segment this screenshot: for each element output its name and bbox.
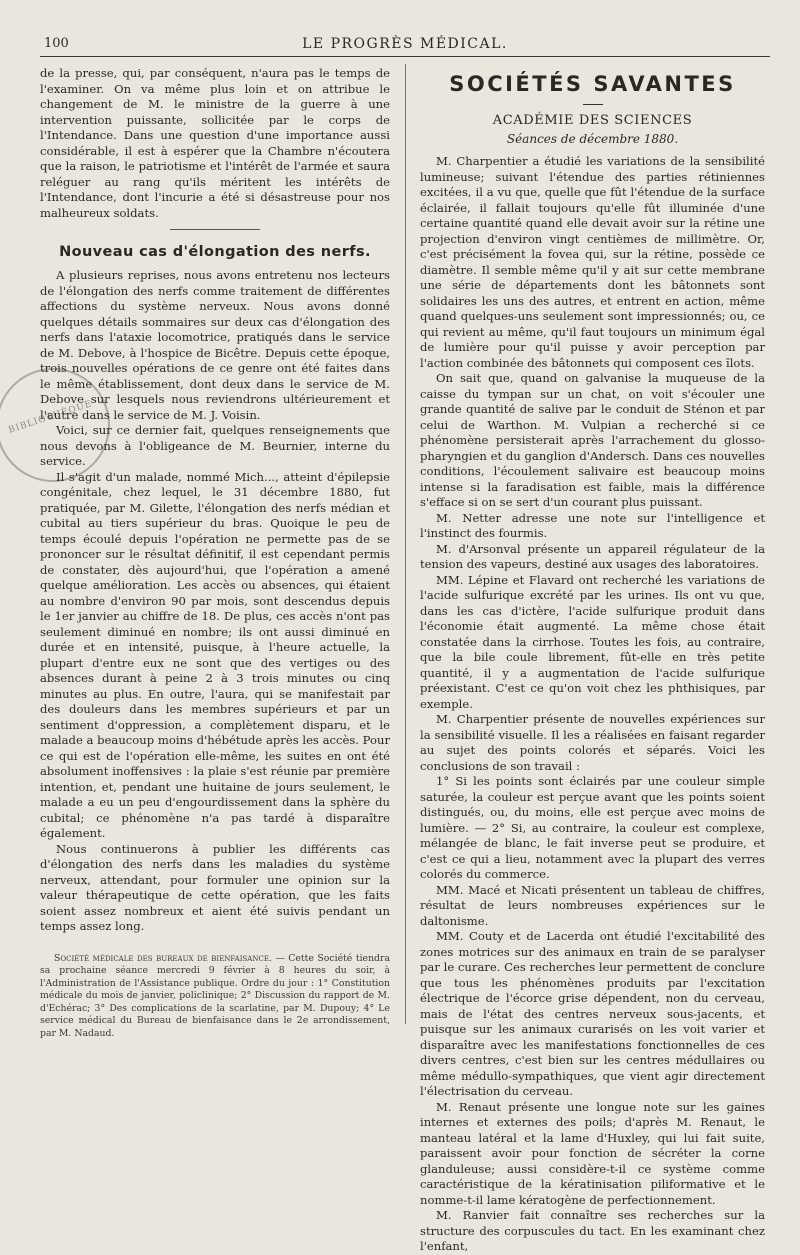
academy-heading: ACADÉMIE DES SCIENCES	[492, 113, 693, 128]
report-paragraph: M. Ranvier fait connaître ses recherches sur la structure des corpuscules du tact. En les examinant chez l'enfant,	[420, 1208, 765, 1253]
intro-paragraph: de la presse, qui, par conséquent, n'aura pas le temps de l'examiner. On va même plus loin et on attribue le changement de M. le ministre de la guerre à une intervention puissante, sollicitée par le corps de l'Intendance. Dans une question d'une importance aussi considérable, il est à espérer que la Chambre n'écoutera que la raison, le patriotisme et l'intérêt de l'armée et saura reléguer au rang qu'ils méritent les intérêts de l'Intendance, dont l'incurie a été si désastreuse pour nos malheureux soldats.	[40, 66, 390, 220]
report-paragraph: M. Charpentier présente de nouvelles expériences sur la sensibilité visuelle. Il les a réalisées en faisant regarder au sujet des points colorés et séparés. Voici les conclusions de son travail :	[420, 712, 765, 773]
article-paragraph: Il s'agit d'un malade, nommé Mich..., atteint d'épilepsie congénitale, chez lequel, le 31 décembre 1880, fut pratiquée, par M. Gilette, l'élongation des nerfs médian et cubital au tiers supérieur du bras. Quoique le peu de temps écoulé depuis l'opération ne permette pas de se prononcer sur le résultat définitif, il est cependant permis de constater, dès aujourd'hui, que l'opération a amené quelque amélioration. Les accès ou absences, qui étaient au nombre d'environ 90 par mois, sont descendus depuis le 1er janvier au chiffre de 18. De plus, ces accès n'ont pas seulement diminué en nombre; ils ont aussi diminué en durée et en intensité, puisque, à l'heure actuelle, la plupart d'entre eux ne sont que des vertiges ou des absences durant à peine 2 à 3 trois minutes ou cinq minutes au plus. En outre, l'aura, qui se manifestait par des douleurs dans les membres supérieurs et par un sentiment d'oppression, a complètement disparu, et le malade a beaucoup moins d'hébétude après les accès. Pour ce qui est de l'opération elle-même, les suites en ont été absolument inoffensives : la plaie s'est réunie par première intention, et, pendant une huitaine de jours seulement, le malade a eu un peu d'engourdissement dans la sphère du cubital; ce phénomène n'a pas tardé à disparaître également.	[40, 469, 390, 840]
article-paragraph: A plusieurs reprises, nous avons entretenu nos lecteurs de l'élongation des nerfs comme traitement de différentes affections du système nerveux. Nous avons donné quelques détails sommaires sur deux cas d'élongation des nerfs dans l'ataxie locomotrice, pratiqués dans le service de M. Debove, à l'hospice de Bicêtre. Depuis cette époque, trois nouvelles opérations de ce genre ont été faites dans le même établissement, dont deux dans le service de M. Debove sur lesquels nous reviendrons ultérieurement et l'autre dans le service de M. J. Voisin.	[40, 268, 390, 422]
section-heading: SOCIÉTÉS SAVANTES	[449, 72, 736, 96]
running-header	[40, 30, 770, 57]
article-paragraph: Nous continuerons à publier les différents cas d'élongation des nerfs dans les maladies du système nerveux, attendant, pour formuler une opinion sur la valeur thérapeutique de cette opération, que les faits soient assez nombreux et aient été suivis pendant un temps assez long.	[40, 841, 390, 933]
report-paragraph: 1° Si les points sont éclairés par une couleur simple saturée, la couleur est perçue avant que les points soient distingués, ou, du moins, elle est perçue avec moins de lumière. — 2° Si, au contraire, la couleur est complexe, mélangée de blanc, le fait inverse peut se produire, et c'est ce qui a lieu, notamment avec la plupart des verres colorés du commerce.	[420, 774, 765, 881]
left-column	[40, 66, 390, 1040]
report-paragraph: M. d'Arsonval présente un appareil régulateur de la tension des vapeurs, destiné aux usages des laboratoires.	[420, 541, 765, 571]
notice-heading: Société médicale des bureaux de bienfaisance.	[54, 952, 272, 964]
report-paragraph: MM. Macé et Nicati présentent un tableau de chiffres, résultat de leurs nombreuses expériences sur le daltonisme.	[420, 882, 765, 928]
section-separator	[170, 229, 260, 230]
column-divider	[405, 64, 406, 1024]
report-paragraph: On sait que, quand on galvanise la muqueuse de la caisse du tympan sur un chat, on voit s'écouler une grande quantité de salive par le conduit de Sténon et par celui de Warthon. M. Vulpian a recherché si ce phénomène persisterait après l'arrachement du glosso-pharyngien et du ganglion d'Andersch. Dans ces nouvelles conditions, l'écoulement salivaire est beaucoup moins intense si la faradisation est faible, mais la différence s'efface si on se sert d'un courant plus puissant.	[420, 371, 765, 509]
section-title: Nouveau cas d'élongation des nerfs.	[59, 244, 371, 260]
heading-rule	[583, 104, 603, 105]
page-number: 100	[44, 36, 69, 51]
report-paragraph: M. Renaut présente une longue note sur les gaines internes et externes des poils; d'après M. Renaut, le manteau latéral et la lame d'Huxley, qui lui fait suite, paraissent avoir pour fonction de sécréter la corne glanduleuse; aussi considère-t-il ce système comme caractéristique de la kératinisation piliformative et le nomme-t-il lame kératogène de perfectionnement.	[420, 1099, 765, 1207]
journal-title: LE PROGRÈS MÉDICAL.	[302, 36, 508, 52]
report-paragraph: M. Charpentier a étudié les variations de la sensibilité lumineuse; suivant l'étendue des parties rétiniennes excitées, il a vu que, quelle que fût l'étendue de la surface éclairée, il fallait toujours qu'elle fût illuminée d'une certaine quantité quand elle devait avoir sur la rétine une projection d'environ vingt centièmes de millimètre. Or, c'est précisément la fovea qui, sur la rétine, possède ce diamètre. Il semble même qu'il y ait sur cette membrane une série de départements dont les bâtonnets sont solidaires les uns des autres, et entrent en action, même quand quelques-uns seulement sont impressionnés; ou, ce qui revient au même, qu'il faut toujours un minimum égal de lumière pour qu'il puisse y avoir perception par l'action combinée des bâtonnets qui composent ces îlots.	[420, 154, 765, 370]
report-paragraph: MM. Lépine et Flavard ont recherché les variations de l'acide sulfurique excrété par les urines. Ils ont vu que, dans les cas d'ictère, l'acide sulfurique produit dans l'économie était augmenté. La même chose était constatée dans la cirrhose. Toutes les fois, au contraire, que la bile coule librement, fût-elle en très petite quantité, il y a augmentation de l'acide sulfurique préexistant. C'est ce qu'on voit chez les phthisiques, par exemple.	[420, 572, 765, 711]
session-date: Séances de décembre 1880.	[506, 132, 679, 146]
report-paragraph: M. Netter adresse une note sur l'intelligence et l'instinct des fourmis.	[420, 510, 765, 540]
notice-body: — Cette Société tiendra sa prochaine séance mercredi 9 février à 8 heures du soir, à l'Administration de l'Assistance publique. Ordre du jour : 1° Constitution médicale du mois de janvier, policlinique; 2° Discussion du rapport de M. d'Echérac; 3° Des complications de la scarlatine, par M. Dupouy; 4° Le service médical du Bureau de bienfaisance dans le 2e arrondissement, par M. Nadaud.	[40, 952, 390, 1039]
report-paragraph: MM. Couty et de Lacerda ont étudié l'excitabilité des zones motrices sur des animaux en train de se paralyser par le curare. Ces recherches leur permettent de conclure que tous les phénomènes produits par l'excitation électrique de l'écorce grise dépendent, non du cerveau, mais de l'état des centres nerveux sous-jacents, et puisque sur les animaux curarisés on les voit varier et disparaître avec les manifestations fonctionnelles de ces divers centres, c'est bien sur les centres médullaires ou même médullo-sympathiques, que vient agir directement l'électrisation du cerveau.	[420, 929, 765, 1098]
right-column	[420, 66, 765, 1255]
stamp-text: BIBLIOTHÈQUE	[7, 399, 94, 436]
article-paragraph: Voici, sur ce dernier fait, quelques renseignements que nous devons à l'obligeance de M. Beurnier, interne du service.	[40, 423, 390, 468]
society-notice	[40, 953, 390, 1041]
